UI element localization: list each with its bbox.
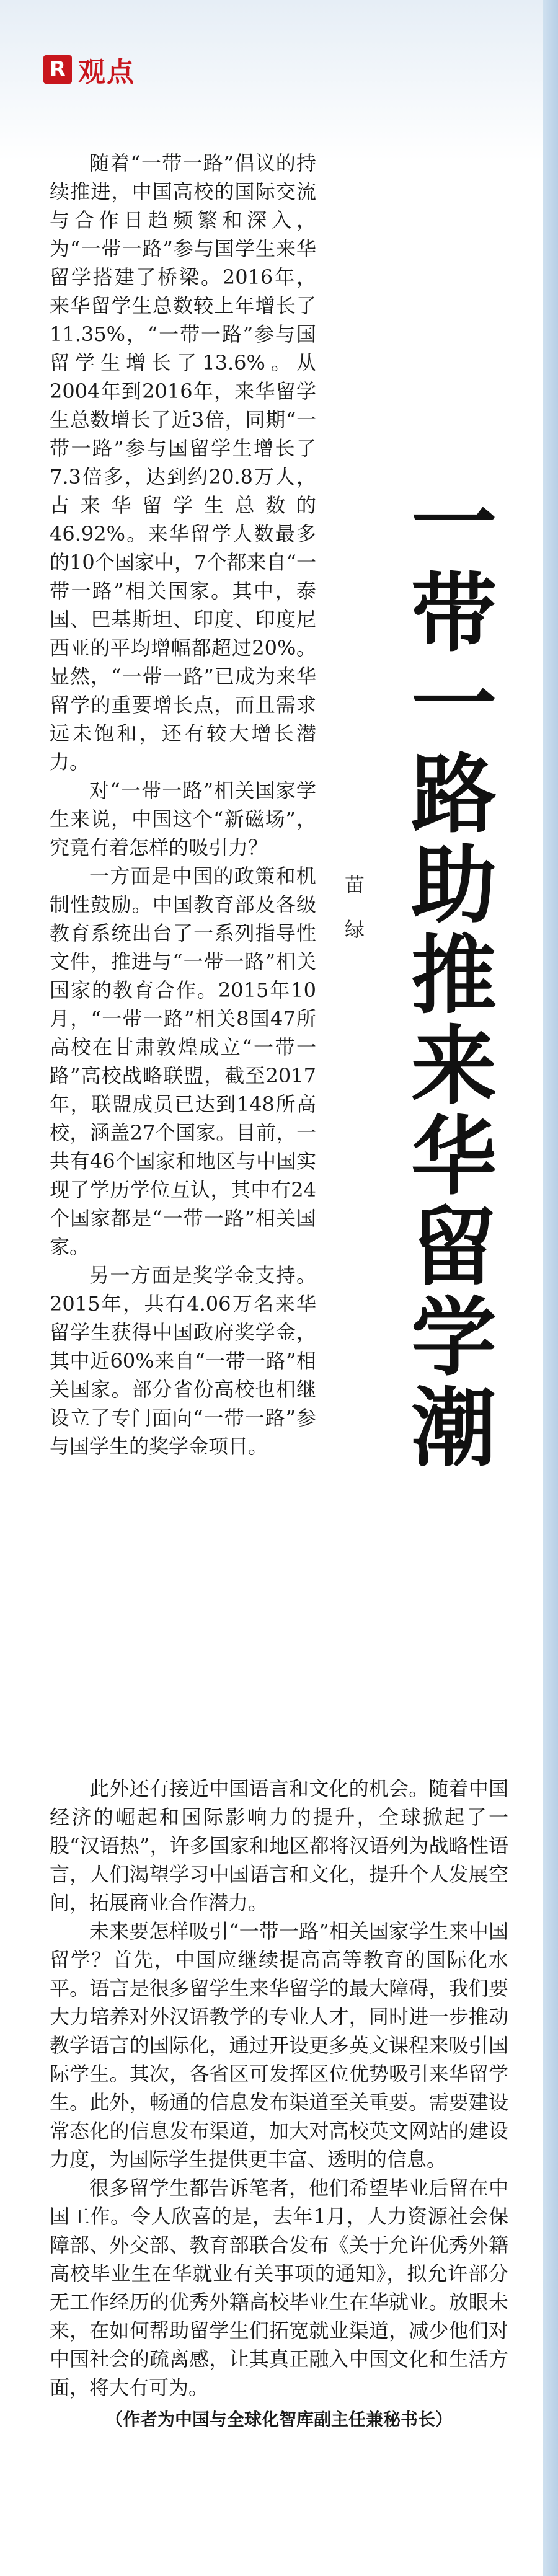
article-author: 苗绿 bbox=[342, 874, 365, 963]
paragraph: 随着“一带一路”倡议的持续推进，中国高校的国际交流与合作日趋频繁和深入，为“一带一路”参与国学生来华留学搭建了桥梁。2016年，来华留学生总数较上年增长了11.35%，“一带一路”参与国留学生增长了13.6%。从2004年到2016年，来华留学生总数增长了近3倍，同期“一带一路”参与国留学生增长了7.3倍多，达到约20.8万人，占来华留学生总数的46.92%。来华留学人数最多的10个国家中，7个都来自“一带一路”相关国家。其中，泰国、巴基斯坦、印度、印度尼西亚的平均增幅都超过20%。显然，“一带一路”已成为来华留学的重要增长点，而且需求远未饱和，还有较大增长潜力。 bbox=[50, 151, 316, 774]
section-header bbox=[43, 50, 135, 89]
decorative-side-stripe bbox=[543, 0, 558, 2576]
section-badge: R bbox=[43, 55, 72, 84]
paragraph: 很多留学生都告诉笔者，他们希望毕业后留在中国工作。令人欣喜的是，去年1月，人力资源社会保障部、外交部、教育部联合发布《关于允许优秀外籍高校毕业生在华就业有关事项的通知》，拟允许部分无工作经历的优秀外籍高校毕业生在华就业。放眼未来，在如何帮助留学生们拓宽就业渠道，减少他们对中国社会的疏离感，让其真正融入中国文化和生活方面，将大有可为。 bbox=[50, 2176, 508, 2399]
article-wide-column bbox=[50, 1774, 508, 2434]
paragraph: 一方面是中国的政策和机制性鼓励。中国教育部及各级教育系统出台了一系列指导性文件，推进与“一带一路”相关国家的教育合作。2015年10月，“一带一路”相关8国47所高校在甘肃敦煌成立“一带一路”高校战略联盟，截至2017年，联盟成员已达到148所高校，涵盖27个国家。目前，一共有46个国家和地区与中国实现了学历学位互认，其中有24个国家都是“一带一路”相关国家。 bbox=[50, 864, 316, 1259]
author-credit: （作者为中国与全球化智库副主任兼秘书长） bbox=[105, 2409, 453, 2430]
paragraph: 此外还有接近中国语言和文化的机会。随着中国经济的崛起和国际影响力的提升，全球掀起了一股“汉语热”，许多国家和地区都将汉语列为战略性语言，人们渴望学习中国语言和文化，提升个人发展空间，拓展商业合作潜力。 bbox=[50, 1777, 508, 1914]
section-title: 观点 bbox=[78, 56, 135, 88]
article-headline: 一带一路助推来华留学潮 bbox=[397, 477, 497, 1473]
paragraph: 未来要怎样吸引“一带一路”相关国家学生来中国留学？首先，中国应继续提高高等教育的国际化水平。语言是很多留学生来华留学的最大障碍，我们要大力培养对外汉语教学的专业人才，同时进一步推动教学语言的国际化，通过开设更多英文课程来吸引国际学生。其次，各省区可发挥区位优势吸引来华留学生。此外，畅通的信息发布渠道至关重要。需要建设常态化的信息发布渠道，加大对高校英文网站的建设力度，为国际学生提供更丰富、透明的信息。 bbox=[50, 1919, 508, 2171]
paragraph: 另一方面是奖学金支持。2015年，共有4.06万名来华留学生获得中国政府奖学金，其中近60%来自“一带一路”相关国家。部分省份高校也相继设立了专门面向“一带一路”参与国学生的奖学金项目。 bbox=[50, 1264, 316, 1458]
paragraph: 对“一带一路”相关国家学生来说，中国这个“新磁场”，究竟有着怎样的吸引力？ bbox=[50, 779, 316, 859]
article-narrow-column bbox=[50, 149, 316, 1461]
